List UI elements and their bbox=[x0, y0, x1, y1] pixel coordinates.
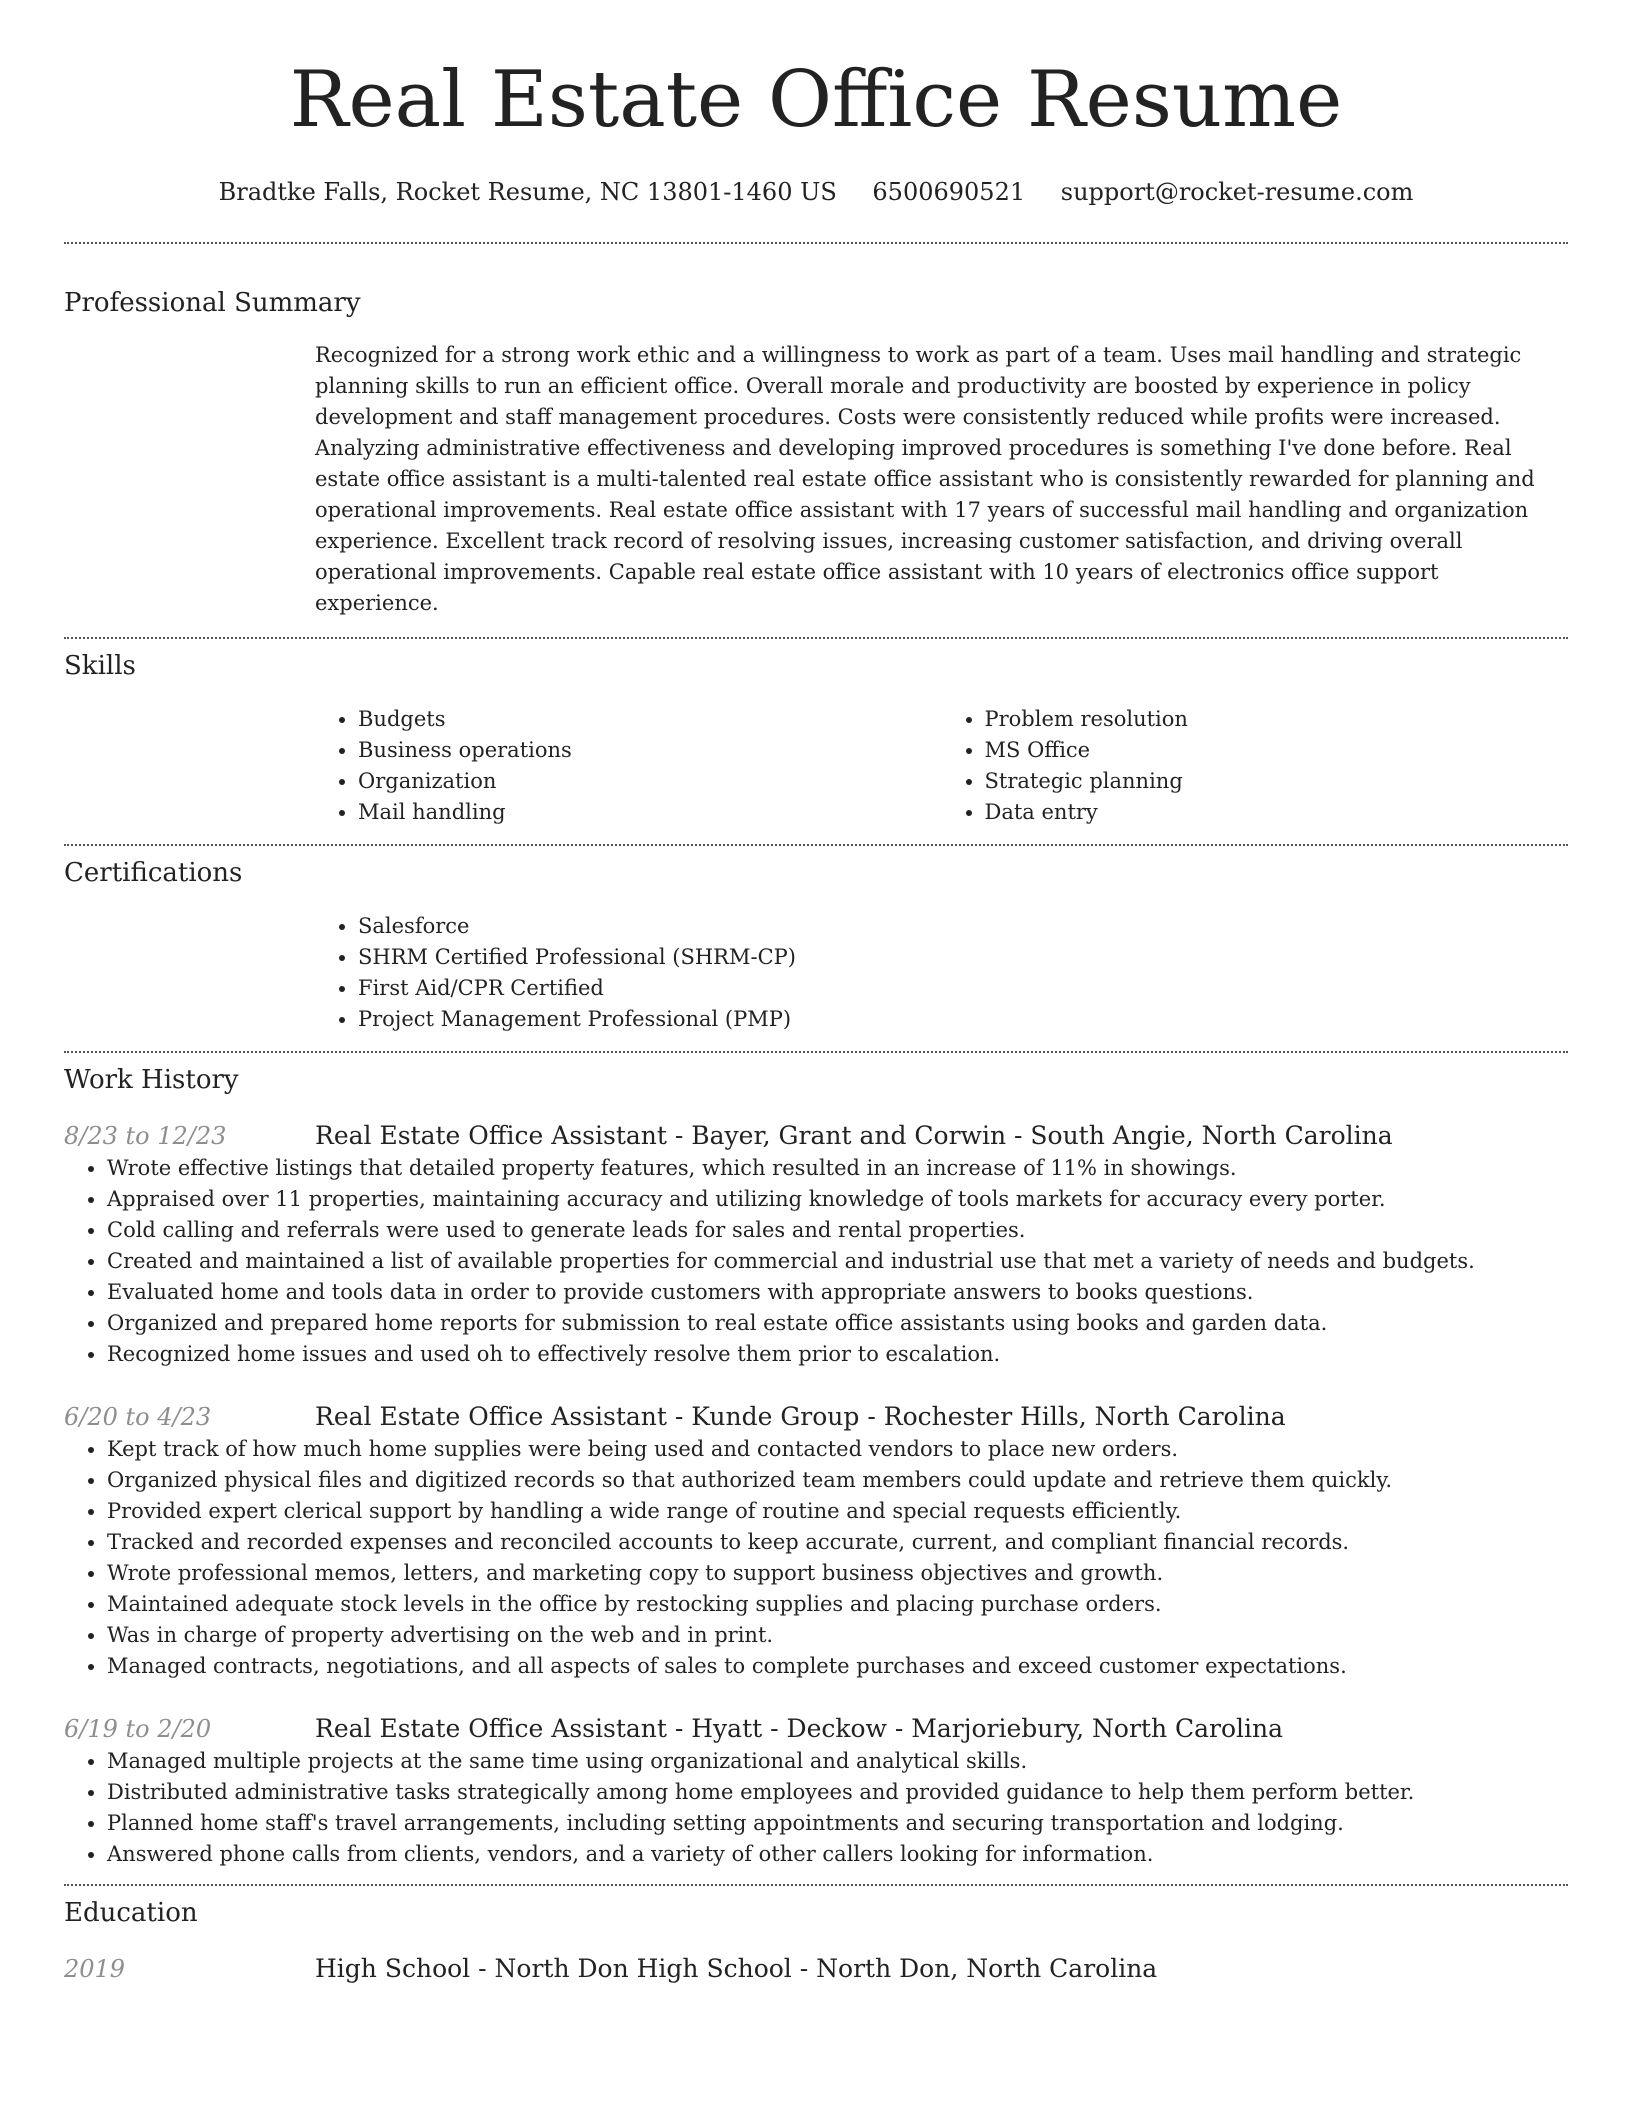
job-header bbox=[64, 1712, 1568, 1746]
divider bbox=[64, 844, 1568, 846]
skill-item: • Mail handling bbox=[358, 797, 942, 828]
certification-item: • First Aid/CPR Certified bbox=[358, 973, 1568, 1004]
job-bullet: • Organized and prepared home reports for submission to real estate office assistants using books and garden data. bbox=[107, 1308, 1568, 1339]
contact-email: support@rocket-resume.com bbox=[1060, 178, 1414, 206]
certifications-body bbox=[315, 911, 1568, 1035]
job-bullet: • Appraised over 11 properties, maintaining accuracy and utilizing knowledge of tools markets for accuracy every porter. bbox=[107, 1184, 1568, 1215]
job-bullet: • Kept track of how much home supplies were being used and contacted vendors to place new orders. bbox=[107, 1434, 1568, 1465]
section-heading-skills: Skills bbox=[64, 651, 136, 681]
job-bullet: • Tracked and recorded expenses and reconciled accounts to keep accurate, current, and compliant financial records. bbox=[107, 1527, 1568, 1558]
education-header bbox=[64, 1952, 1568, 1986]
job-bullets bbox=[64, 1746, 1568, 1870]
job-entry bbox=[64, 1119, 1568, 1370]
job-title: Real Estate Office Assistant - Hyatt - Deckow - Marjoriebury, North Carolina bbox=[315, 1714, 1284, 1743]
section-certifications bbox=[64, 856, 1568, 1035]
skill-item: • Data entry bbox=[985, 797, 1569, 828]
divider bbox=[64, 637, 1568, 639]
divider bbox=[64, 1051, 1568, 1053]
job-entry bbox=[64, 1400, 1568, 1682]
skills-columns bbox=[315, 704, 1568, 828]
job-dates: 8/23 to 12/23 bbox=[64, 1122, 227, 1150]
job-bullet: • Maintained adequate stock levels in the office by restocking supplies and placing purchase orders. bbox=[107, 1589, 1568, 1620]
resume-title: Real Estate Office Resume bbox=[289, 55, 1343, 145]
job-dates: 6/20 to 4/23 bbox=[64, 1403, 212, 1431]
section-heading-work: Work History bbox=[64, 1065, 239, 1095]
job-bullet: • Wrote effective listings that detailed property features, which resulted in an increase of 11% in showings. bbox=[107, 1153, 1568, 1184]
section-summary bbox=[64, 286, 1568, 619]
education-year: 2019 bbox=[64, 1955, 126, 1983]
skills-list-right bbox=[942, 704, 1569, 828]
divider bbox=[64, 242, 1568, 244]
contact-line bbox=[64, 176, 1568, 208]
section-education bbox=[64, 1896, 1568, 1986]
section-heading-summary: Professional Summary bbox=[64, 288, 361, 318]
job-bullet: • Distributed administrative tasks strategically among home employees and provided guidance to help them perform better. bbox=[107, 1777, 1568, 1808]
education-entry bbox=[64, 1952, 1568, 1986]
certification-item: • SHRM Certified Professional (SHRM-CP) bbox=[358, 942, 1568, 973]
divider bbox=[64, 1884, 1568, 1886]
job-bullet: • Managed multiple projects at the same time using organizational and analytical skills. bbox=[107, 1746, 1568, 1777]
job-header bbox=[64, 1400, 1568, 1434]
job-entry bbox=[64, 1712, 1568, 1870]
skill-item: • Business operations bbox=[358, 735, 942, 766]
skills-list-left bbox=[315, 704, 942, 828]
job-bullet: • Planned home staff's travel arrangements, including setting appointments and securing transportation and lodging. bbox=[107, 1808, 1568, 1839]
section-heading-certifications: Certifications bbox=[64, 858, 243, 888]
job-title: Real Estate Office Assistant - Bayer, Grant and Corwin - South Angie, North Carolina bbox=[315, 1121, 1393, 1150]
job-bullet: • Created and maintained a list of available properties for commercial and industrial use that met a variety of needs and budgets. bbox=[107, 1246, 1568, 1277]
job-bullet: • Organized physical files and digitized records so that authorized team members could update and retrieve them quickly. bbox=[107, 1465, 1568, 1496]
job-bullets bbox=[64, 1153, 1568, 1370]
job-bullet: • Provided expert clerical support by handling a wide range of routine and special requests efficiently. bbox=[107, 1496, 1568, 1527]
skill-item: • Strategic planning bbox=[985, 766, 1569, 797]
job-bullet: • Recognized home issues and used oh to effectively resolve them prior to escalation. bbox=[107, 1339, 1568, 1370]
certifications-list bbox=[315, 911, 1568, 1035]
contact-phone: 6500690521 bbox=[872, 178, 1026, 206]
job-dates: 6/19 to 2/20 bbox=[64, 1715, 212, 1743]
education-title: High School - North Don High School - North Don, North Carolina bbox=[315, 1954, 1158, 1983]
section-work-history bbox=[64, 1063, 1568, 1870]
job-bullet: • Cold calling and referrals were used to generate leads for sales and rental properties. bbox=[107, 1215, 1568, 1246]
summary-text: Recognized for a strong work ethic and a willingness to work as part of a team. Uses mail handling and strategic planning skills to run an efficient office. Overall morale and productivity are boosted by experience in policy development and staff management procedures. Costs were consistently reduced while profits were increased. Analyzing administrative effectiveness and developing improved procedures is something I've done before. Real estate office assistant is a multi-talented real estate office assistant who is consistently rewarded for planning and operational improvements. Real estate office assistant with 17 years of successful mail handling and organization experience. Excellent track record of resolving issues, increasing customer satisfaction, and driving overall operational improvements. Capable real estate office assistant with 10 years of electronics office support experience. bbox=[315, 343, 1535, 615]
skill-item: • MS Office bbox=[985, 735, 1569, 766]
job-bullet: • Wrote professional memos, letters, and marketing copy to support business objectives and growth. bbox=[107, 1558, 1568, 1589]
resume-page bbox=[64, 0, 1568, 1986]
job-bullets bbox=[64, 1434, 1568, 1682]
job-bullet: • Evaluated home and tools data in order to provide customers with appropriate answers to books questions. bbox=[107, 1277, 1568, 1308]
job-title: Real Estate Office Assistant - Kunde Group - Rochester Hills, North Carolina bbox=[315, 1402, 1286, 1431]
job-bullet: • Was in charge of property advertising on the web and in print. bbox=[107, 1620, 1568, 1651]
job-bullet: • Answered phone calls from clients, vendors, and a variety of other callers looking for information. bbox=[107, 1839, 1568, 1870]
skill-item: • Organization bbox=[358, 766, 942, 797]
certification-item: • Project Management Professional (PMP) bbox=[358, 1004, 1568, 1035]
skill-item: • Budgets bbox=[358, 704, 942, 735]
skill-item: • Problem resolution bbox=[985, 704, 1569, 735]
certification-item: • Salesforce bbox=[358, 911, 1568, 942]
section-heading-education: Education bbox=[64, 1898, 198, 1928]
job-header bbox=[64, 1119, 1568, 1153]
summary-body bbox=[315, 340, 1568, 619]
contact-address: Bradtke Falls, Rocket Resume, NC 13801-1460 US bbox=[218, 178, 837, 206]
job-bullet: • Managed contracts, negotiations, and all aspects of sales to complete purchases and exceed customer expectations. bbox=[107, 1651, 1568, 1682]
section-skills bbox=[64, 649, 1568, 828]
